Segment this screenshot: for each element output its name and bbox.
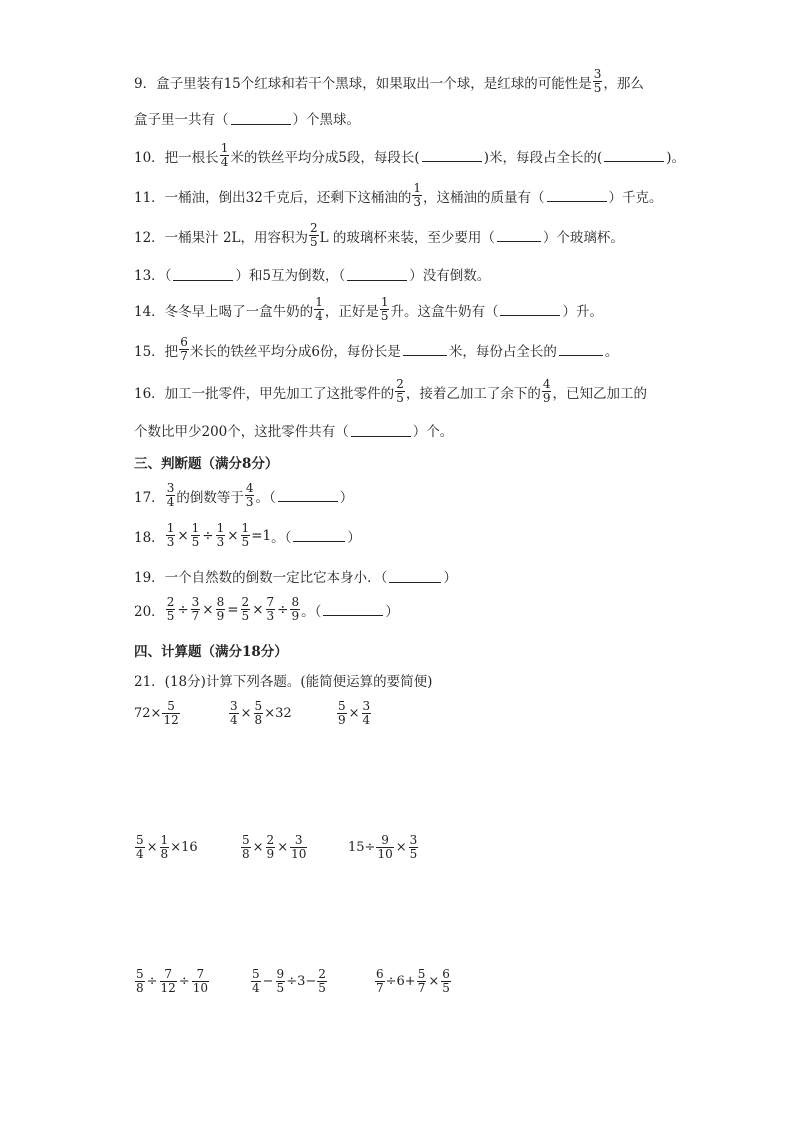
fraction [229,700,239,727]
text-segment: 12 [163,713,179,727]
text-segment: 4 [245,481,254,495]
text-segment: 3 [216,535,225,549]
text-segment: 。（ [271,529,292,546]
expression-3 [336,700,372,727]
answer-blank[interactable] [347,268,407,281]
text-segment: ）和5互为倒数，（ [235,268,346,284]
text-segment: 米的铁丝平均分成5段，每段长( [230,149,420,166]
text-segment: 6 [180,335,188,349]
text-segment: ，已知乙加工的 [552,385,647,402]
text-segment: 14．冬冬早上喝了一盒牛奶的 [134,303,314,320]
expression-5 [240,834,308,861]
text-segment: 16．加工一批零件，甲先加工了这批零件的 [134,385,395,402]
text-segment: 。（ [301,603,322,620]
text-segment: 米，每份占全长的 [448,343,557,360]
question-17 [134,482,353,509]
text-segment: 1 [166,521,175,535]
answer-blank[interactable] [403,343,447,356]
text-segment: 8 [216,595,225,609]
expression-8 [250,968,328,995]
expression-1 [134,700,181,727]
question-9-line-2 [134,108,360,128]
text-segment: 7 [376,981,384,995]
answer-blank[interactable] [422,149,482,162]
question-18 [134,522,361,549]
fraction [191,596,201,623]
text-segment: ，接着乙加工了余下的 [405,385,541,402]
text-segment: 6 [442,967,450,981]
text-segment: 8 [136,981,144,995]
text-segment: ，正好是 [324,303,379,320]
text-segment: 1 [220,141,229,155]
text-segment: 5 [166,609,175,623]
answer-blank[interactable] [500,303,560,316]
text-segment: 5 [409,847,418,861]
text-segment: ×16 [170,840,198,855]
text-segment: 米长的铁丝平均分成6份，每份长是 [189,343,401,360]
answer-blank[interactable] [604,149,664,162]
question-13 [134,264,490,284]
text-segment: ×32 [264,706,292,721]
fraction [375,968,385,995]
text-segment: 3 [593,67,602,81]
text-segment: 2 [318,967,326,981]
text-segment: ÷ [277,601,289,618]
text-segment: 1 [380,295,389,309]
fraction [179,336,189,363]
text-segment: 5 [318,981,326,995]
text-segment: 8 [160,847,169,861]
text-segment: 9 [266,847,275,861]
fraction [542,378,552,405]
text-segment: L 的玻璃杯来装，至少要用（ [319,229,495,246]
text-segment: 6 [376,967,384,981]
expression-6 [348,834,419,861]
answer-blank[interactable] [547,189,607,202]
answer-blank[interactable] [231,112,291,125]
text-segment: 4 [220,155,229,169]
text-segment: 72× [134,706,162,721]
text-segment: 9 [381,833,389,847]
text-segment: 的倒数等于 [176,489,244,506]
answer-blank[interactable] [293,529,345,542]
expression-2 [228,700,292,727]
answer-blank[interactable] [389,570,441,583]
text-segment: 9．盒子里装有15个红球和若干个黑球，如果取出一个球，是红球的可能性是 [134,75,592,92]
text-segment: 9 [338,713,346,727]
text-segment: ÷ [178,974,190,989]
text-segment: 1 [413,181,421,195]
text-segment: 5 [254,699,263,713]
fraction [380,296,390,323]
fraction [376,834,393,861]
fraction [135,968,145,995]
fraction [409,834,419,861]
text-segment: 5 [338,699,346,713]
fraction [314,296,324,323]
question-15 [134,336,618,363]
text-segment: 7 [164,967,172,981]
text-segment: ） [347,529,361,546]
text-segment: 17． [134,489,165,506]
text-segment: 1 [160,833,169,847]
text-segment: 4 [136,847,144,861]
text-segment: ，那么 [603,75,644,92]
question-12 [134,222,624,249]
text-segment: 3 [166,535,175,549]
fraction [276,968,286,995]
text-segment: 盒子里一共有（ [134,112,229,128]
text-segment: 3 [166,481,175,495]
fraction [593,68,603,95]
text-segment: × [277,840,289,855]
text-segment: ）没有倒数。 [409,268,491,284]
text-segment: × [202,601,214,618]
text-segment: 21．(18分)计算下列各题。(能简便运算的要简便) [134,674,433,690]
fraction [241,522,251,549]
question-9-line-1 [134,68,644,95]
text-segment: 3 [191,595,200,609]
text-segment: 升。这盒牛奶有（ [390,303,499,320]
fraction [216,522,226,549]
text-segment: 4 [252,981,260,995]
text-segment: 9 [276,967,285,981]
fraction [241,596,251,623]
answer-blank[interactable] [278,489,338,502]
text-segment: = [227,601,239,618]
text-segment: 20． [134,603,165,620]
fraction [412,182,422,209]
text-segment: 5 [136,833,144,847]
question-14 [134,296,603,323]
text-segment: ÷6+ [385,974,416,989]
text-segment: ） [385,603,399,620]
answer-blank[interactable] [323,603,383,616]
fraction [166,482,176,509]
text-segment: 2 [310,221,318,235]
text-segment: 5 [276,981,285,995]
text-segment: 9 [216,609,225,623]
question-21 [134,670,432,690]
text-segment: 8 [254,713,263,727]
fraction [395,378,405,405]
text-segment: 5 [396,391,404,405]
text-segment: 5 [242,833,250,847]
text-segment: 5 [593,81,602,95]
fraction [241,834,251,861]
text-segment: 9 [542,391,551,405]
text-segment: 5 [167,699,175,713]
fraction [266,834,276,861]
text-segment: × [177,527,189,544]
fraction [220,142,230,169]
fraction [290,596,300,623]
text-segment: 7 [417,981,426,995]
text-segment: 4 [230,713,238,727]
text-segment: 2 [241,595,250,609]
text-segment: ÷ [177,601,189,618]
text-segment: )米，每段占全长的( [483,149,603,166]
text-segment: 3 [413,195,421,209]
question-16-line-1 [134,378,647,405]
fraction [417,968,427,995]
text-segment: × [252,840,264,855]
text-segment: 3 [409,833,418,847]
answer-blank[interactable] [497,229,541,242]
text-segment: ）个黑球。 [292,112,360,128]
fraction [254,700,264,727]
text-segment: 10．把一根长 [134,149,219,166]
text-segment: × [240,706,252,721]
text-segment: 10 [192,981,209,995]
fraction [290,834,307,861]
text-segment: 2 [266,833,275,847]
fraction [166,522,176,549]
text-segment: 1 [241,521,250,535]
text-segment: 5 [442,981,450,995]
text-segment: 10 [291,847,307,861]
text-segment: 5 [191,535,200,549]
text-segment: 个数比甲少200个，这批零件共有（ [134,424,349,440]
text-segment: 10 [377,847,393,861]
text-segment: × [348,706,360,721]
text-segment: 4 [542,377,551,391]
text-segment: =1 [251,527,272,544]
text-segment: 1 [315,295,323,309]
fraction [441,968,451,995]
fraction [309,222,319,249]
text-segment: 2 [166,595,175,609]
fraction [160,968,177,995]
text-segment: ） [339,489,354,506]
text-segment: 5 [252,967,260,981]
answer-blank[interactable] [173,268,233,281]
text-segment: 13．（ [134,268,172,284]
text-segment: 1 [191,521,200,535]
text-segment: × [227,527,239,544]
text-segment: 7 [196,967,205,981]
question-10 [134,142,685,169]
text-segment: ÷ [146,974,158,989]
text-segment: − [262,974,274,989]
answer-blank[interactable] [559,343,603,356]
text-segment: 5 [310,235,318,249]
text-segment: × [428,974,440,989]
text-segment: × [146,840,158,855]
text-segment: ，这桶油的质量有（ [423,189,545,206]
text-segment: 7 [191,609,200,623]
text-segment: 4 [362,713,371,727]
text-segment: 7 [180,349,188,363]
fraction [216,596,226,623]
text-segment: 5 [136,967,144,981]
text-segment: 9 [291,609,300,623]
text-segment: 3 [294,833,303,847]
expression-4 [134,834,198,861]
text-segment: 12 [160,981,176,995]
text-segment: ）千克。 [608,189,663,206]
question-19 [134,566,457,586]
text-segment: 4 [166,495,175,509]
answer-blank[interactable] [351,424,411,437]
text-segment: 15÷ [348,840,376,855]
fraction [135,834,145,861]
text-segment: ）个。 [412,424,454,440]
fraction [251,968,261,995]
text-segment: 11．一桶油，倒出32千克后，还剩下这桶油的 [134,189,412,206]
question-16-line-2 [134,420,453,440]
text-segment: ÷ [202,527,214,544]
text-segment: ）个玻璃杯。 [542,229,624,246]
text-segment: 。 [604,343,619,360]
section-heading-judgement: 三、判断题（满分8分） [134,456,279,472]
section-heading-calculation: 四、计算题（满分18分） [134,644,288,660]
question-11 [134,182,663,209]
fraction [160,834,170,861]
text-segment: 18． [134,529,165,546]
fraction [162,700,179,727]
text-segment: 2 [396,377,404,391]
fraction [166,596,176,623]
text-segment: 。（ [255,489,276,506]
text-segment: 5 [241,535,250,549]
text-segment: ÷3− [286,974,317,989]
text-segment: 4 [315,309,323,323]
text-segment: 3 [245,495,254,509]
text-segment: 19．一个自然数的倒数一定比它本身小．（ [134,570,388,586]
text-segment: 7 [266,595,275,609]
text-segment: )。 [666,149,686,166]
fraction [266,596,276,623]
fraction [192,968,209,995]
text-segment: 5 [241,609,250,623]
text-segment: 15．把 [134,343,179,360]
text-segment: 5 [380,309,389,323]
text-segment: 3 [230,699,238,713]
text-segment: 5 [417,967,426,981]
text-segment: 3 [266,609,275,623]
text-segment: 8 [291,595,300,609]
text-segment: 3 [362,699,371,713]
text-segment: 1 [216,521,225,535]
text-segment: ）升。 [562,303,603,320]
fraction [245,482,255,509]
fraction [191,522,201,549]
fraction [337,700,347,727]
question-20 [134,596,399,623]
text-segment: 8 [242,847,250,861]
fraction [317,968,327,995]
text-segment: ） [443,570,457,586]
text-segment: 12．一桶果汁 2L，用容积为 [134,229,309,246]
expression-9 [374,968,452,995]
text-segment: × [252,601,264,618]
expression-7 [134,968,210,995]
fraction [362,700,372,727]
text-segment: × [395,840,407,855]
